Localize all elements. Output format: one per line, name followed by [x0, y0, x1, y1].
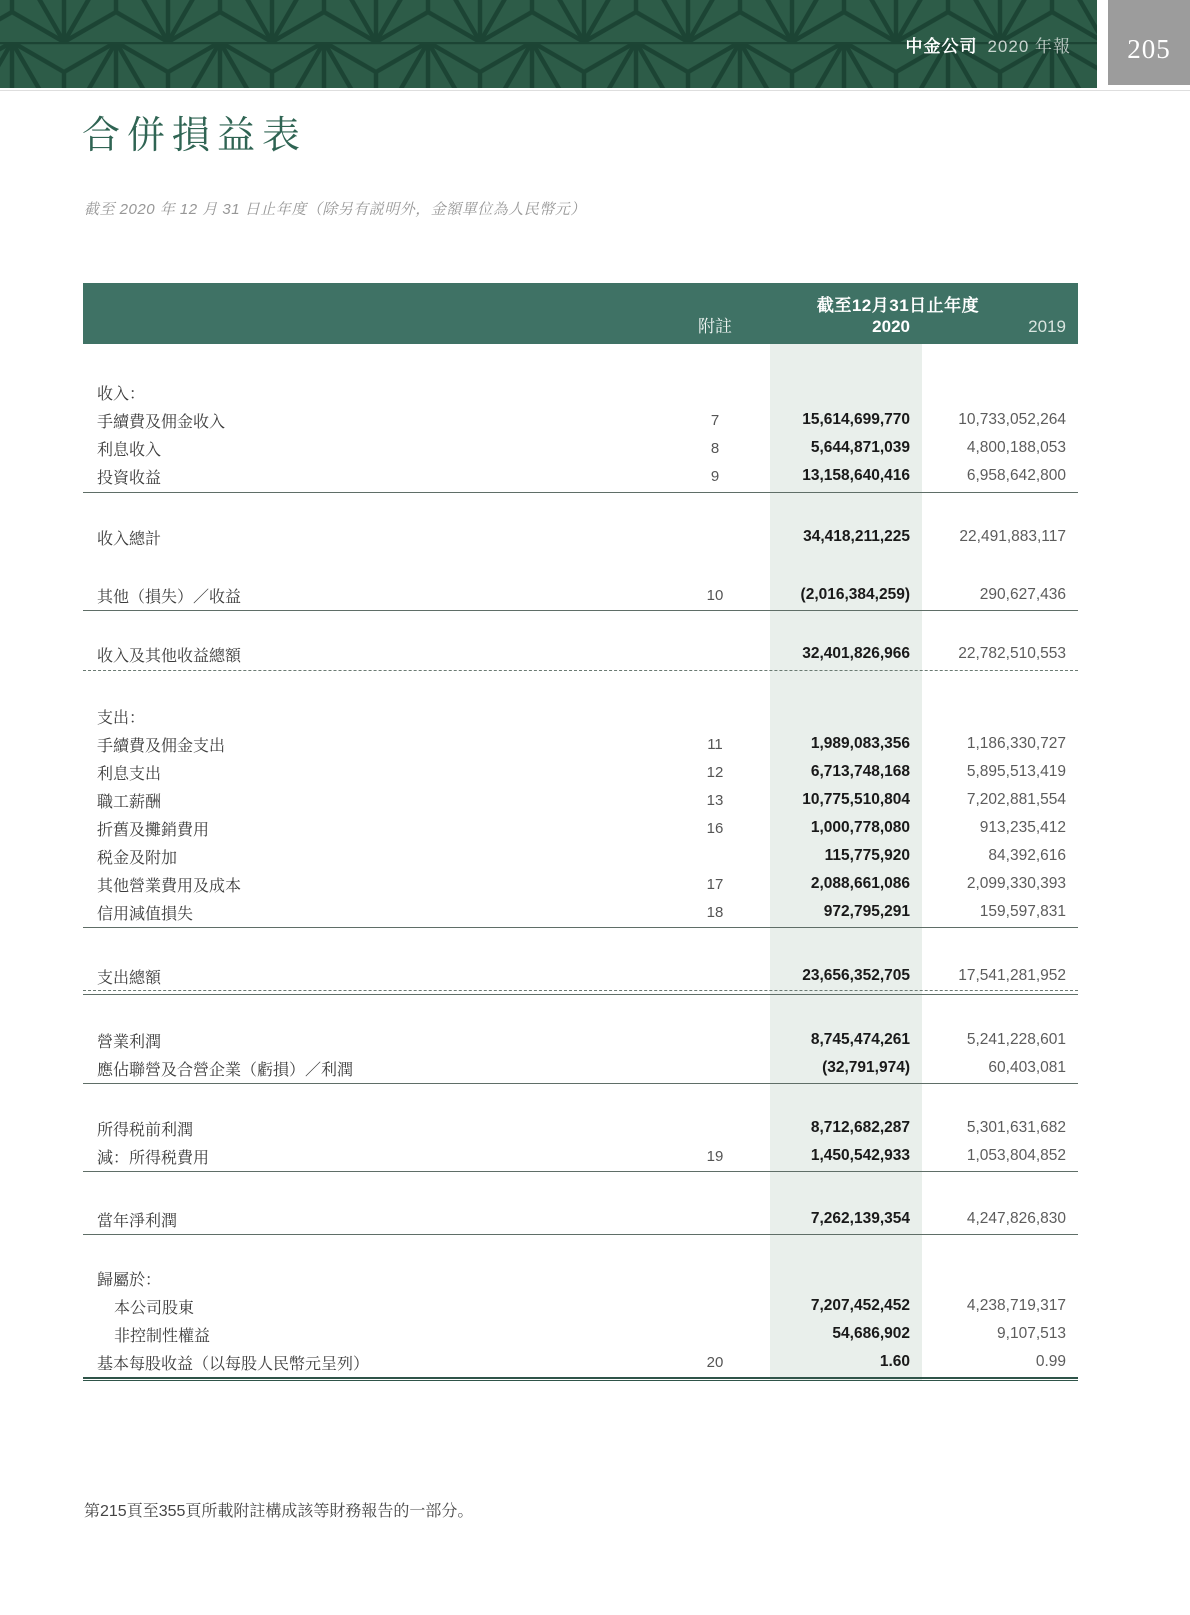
income-statement-table: [83, 283, 1078, 1381]
row-note: 16: [706, 819, 724, 837]
row-label: 手續費及佣金收入: [97, 413, 226, 431]
row-label: 其他（損失）／收益: [97, 588, 242, 606]
row-label: 當年淨利潤: [97, 1212, 178, 1230]
row-value-2020: (2,016,384,259): [800, 586, 910, 603]
table-body: [83, 344, 1078, 1381]
row-value-2019: 4,247,826,830: [966, 1210, 1066, 1227]
row-value-2019: 6,958,642,800: [966, 467, 1066, 484]
table-row: [83, 814, 1078, 842]
table-row: [83, 434, 1078, 462]
table-row: [83, 1026, 1078, 1054]
row-label: 收入總計: [97, 530, 162, 548]
statement-period-note: 截至 2020 年 12 月 31 日止年度（除另有説明外，金額單位為人民幣元）: [84, 201, 586, 218]
banner-text: [905, 0, 1071, 88]
row-value-2020: 54,686,902: [832, 1325, 910, 1342]
row-label: 折舊及攤銷費用: [97, 821, 210, 839]
page-number-badge: [1108, 0, 1190, 85]
table-row: [83, 581, 1078, 609]
page-title: 合併損益表: [82, 115, 308, 157]
row-value-2020: 8,712,682,287: [810, 1119, 910, 1136]
table-row: [83, 870, 1078, 898]
row-label: 收入及其他收益總額: [97, 647, 242, 665]
row-value-2019: 1,186,330,727: [966, 735, 1066, 752]
row-value-2020: 10,775,510,804: [802, 791, 910, 808]
row-value-2019: 9,107,513: [997, 1325, 1066, 1342]
row-value-2019: 290,627,436: [979, 586, 1066, 603]
table-row: [83, 702, 1078, 730]
row-value-2019: 1,053,804,852: [966, 1147, 1066, 1164]
row-note: 8: [710, 439, 720, 457]
row-note: 19: [706, 1147, 724, 1165]
row-value-2019: 159,597,831: [979, 903, 1066, 920]
table-row: [83, 842, 1078, 870]
year-2019-header: 2019: [1028, 317, 1066, 336]
row-label: 信用減值損失: [97, 905, 194, 923]
row-value-2020: 2,088,661,086: [810, 875, 910, 892]
row-label: 本公司股東: [114, 1299, 195, 1317]
table-row: [83, 730, 1078, 758]
note-column-header: 附註: [698, 317, 732, 336]
row-label: 所得税前利潤: [97, 1121, 194, 1139]
row-value-2019: 7,202,881,554: [966, 791, 1066, 808]
row-value-2020: 972,795,291: [823, 903, 910, 920]
row-value-2019: 5,301,631,682: [966, 1119, 1066, 1136]
row-label: 收入：: [97, 385, 146, 403]
row-label: 支出：: [97, 709, 146, 727]
row-value-2020: 6,713,748,168: [810, 763, 910, 780]
header-banner: [0, 0, 1097, 88]
table-row: [83, 1292, 1078, 1320]
row-value-2019: 2,099,330,393: [966, 875, 1066, 892]
row-value-2020: 7,207,452,452: [810, 1297, 910, 1314]
table-row: [83, 1114, 1078, 1142]
row-label: 其他營業費用及成本: [97, 877, 242, 895]
row-note: 13: [706, 791, 724, 809]
table-row: [83, 786, 1078, 814]
row-label: 手續費及佣金支出: [97, 737, 226, 755]
table-row: [83, 1205, 1078, 1233]
row-note: 11: [707, 735, 723, 753]
table-row: [83, 1348, 1078, 1376]
row-value-2020: 1,989,083,356: [810, 735, 910, 752]
row-value-2020: 1,450,542,933: [810, 1147, 910, 1164]
company-name: 中金公司: [905, 36, 978, 56]
row-value-2019: 4,800,188,053: [966, 439, 1066, 456]
row-value-2019: 4,238,719,317: [966, 1297, 1066, 1314]
row-label: 利息收入: [97, 441, 162, 459]
row-value-2020: 5,644,871,039: [810, 439, 910, 456]
row-value-2019: 5,895,513,419: [966, 763, 1066, 780]
year-2020-header: 2020: [872, 317, 910, 336]
row-note: 12: [706, 763, 724, 781]
row-value-2020: 8,745,474,261: [810, 1031, 910, 1048]
row-value-2019: 22,782,510,553: [958, 645, 1066, 662]
row-value-2019: 5,241,228,601: [966, 1031, 1066, 1048]
row-value-2019: 60,403,081: [988, 1059, 1066, 1076]
row-label: 應佔聯營及合營企業（虧損）／利潤: [97, 1061, 354, 1079]
row-value-2020: 7,262,139,354: [810, 1210, 910, 1227]
row-label: 利息支出: [97, 765, 162, 783]
table-row: [83, 1142, 1078, 1170]
row-value-2020: 1.60: [879, 1353, 910, 1370]
row-value-2020: 1,000,778,080: [810, 819, 910, 836]
row-label: 非控制性權益: [114, 1327, 211, 1345]
row-label: 税金及附加: [97, 849, 178, 867]
row-value-2020: 34,418,211,225: [803, 528, 910, 545]
row-note: 18: [706, 903, 724, 921]
row-value-2020: 115,775,920: [824, 847, 910, 864]
row-value-2019: 84,392,616: [988, 847, 1066, 864]
row-label: 減：所得税費用: [97, 1149, 210, 1167]
row-value-2020: 15,614,699,770: [802, 411, 910, 428]
row-value-2019: 22,491,883,117: [959, 528, 1066, 545]
table-bottom-rule: [83, 1377, 1078, 1381]
row-label: 基本每股收益（以每股人民幣元呈列）: [97, 1355, 370, 1373]
table-row: [83, 1054, 1078, 1082]
period-header: 截至12月31日止年度: [816, 296, 980, 315]
table-header: [83, 283, 1078, 344]
row-note: 20: [706, 1353, 724, 1371]
row-value-2020: (32,791,974): [822, 1059, 910, 1076]
table-row: [83, 758, 1078, 786]
table-row: [83, 1264, 1078, 1292]
table-row: [83, 898, 1078, 926]
table-row: [83, 462, 1078, 490]
row-label: 營業利潤: [97, 1033, 162, 1051]
report-edition: 2020 年報: [987, 36, 1071, 56]
page-number: 205: [1127, 34, 1171, 64]
row-value-2019: 10,733,052,264: [958, 411, 1066, 428]
table-row: [83, 523, 1078, 551]
row-label: 支出總額: [97, 969, 162, 987]
banner-divider: [0, 90, 1190, 91]
notes-reference-footnote: 第215頁至355頁所載附註構成該等財務報告的一部分。: [84, 1503, 474, 1520]
row-value-2020: 32,401,826,966: [802, 645, 910, 662]
row-note: 9: [710, 467, 720, 485]
row-value-2020: 23,656,352,705: [802, 967, 910, 984]
table-row: [83, 640, 1078, 668]
row-note: 17: [706, 875, 724, 893]
column-headers: [83, 312, 1078, 337]
row-note: 10: [706, 586, 724, 604]
table-row: [83, 1320, 1078, 1348]
row-label: 投資收益: [97, 469, 162, 487]
row-value-2019: 17,541,281,952: [958, 967, 1066, 984]
row-label: 職工薪酬: [97, 793, 162, 811]
table-row: [83, 406, 1078, 434]
row-value-2019: 913,235,412: [979, 819, 1066, 836]
row-value-2019: 0.99: [1035, 1353, 1066, 1370]
row-note: 7: [710, 411, 720, 429]
table-row: [83, 378, 1078, 406]
row-label: 歸屬於：: [97, 1271, 162, 1289]
table-row: [83, 962, 1078, 990]
row-value-2020: 13,158,640,416: [802, 467, 910, 484]
